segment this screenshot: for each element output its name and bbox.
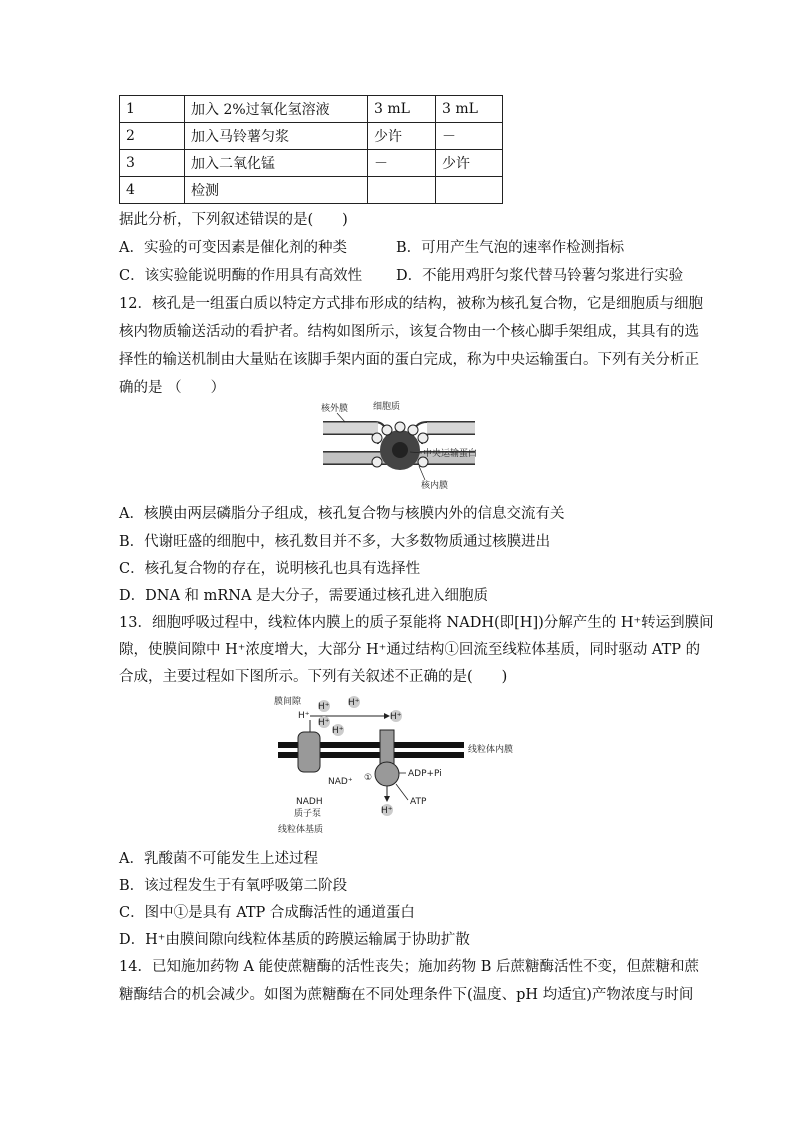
q13-line: 合成，主要过程如下图所示。下列有关叙述不正确的是( )	[119, 669, 508, 685]
label-h: H⁺	[381, 806, 393, 816]
table-cell: 4	[120, 177, 185, 204]
q12-option-b: B．代谢旺盛的细胞中，核孔数目并不多，大多数物质通过核膜进出	[119, 534, 551, 550]
table-row	[120, 150, 503, 177]
label-matrix: 线粒体基质	[278, 825, 324, 835]
table-cell: 加入马铃薯匀浆	[185, 123, 368, 150]
label-nadh: NADH	[296, 797, 323, 807]
nuclear-pore-figure	[315, 400, 485, 495]
label-h: H⁺	[332, 726, 344, 736]
label-intermembrane-space: 膜间隙	[274, 697, 302, 707]
q11-option-b: B．可用产生气泡的速率作检测指标	[396, 240, 625, 256]
table-cell: －	[436, 123, 503, 150]
q13-option-c: C．图中①是具有 ATP 合成酶活性的通道蛋白	[119, 905, 415, 921]
label-atp: ATP	[410, 797, 427, 807]
q12-line: 12．核孔是一组蛋白质以特定方式排布形成的结构，被称为核孔复合物，它是细胞质与细胞	[119, 296, 703, 312]
label-h: H⁺	[348, 698, 360, 708]
table-cell: －	[368, 150, 436, 177]
table-row	[120, 96, 503, 123]
label-central-protein: 中央运输蛋白	[423, 449, 478, 459]
label-h: H⁺	[318, 702, 330, 712]
q11-option-d: D．不能用鸡肝匀浆代替马铃薯匀浆进行实验	[396, 268, 684, 284]
table-cell: 1	[120, 96, 185, 123]
label-adp: ADP+Pi	[408, 769, 442, 779]
q12-option-a: A．核膜由两层磷脂分子组成，核孔复合物与核膜内外的信息交流有关	[119, 506, 565, 522]
table-row	[120, 177, 503, 204]
q13-option-b: B．该过程发生于有氧呼吸第二阶段	[119, 878, 348, 894]
label-outer-membrane: 核外膜	[321, 404, 349, 414]
q12-option-d: D．DNA 和 mRNA 是大分子，需要通过核孔进入细胞质	[119, 588, 489, 604]
table-row	[120, 123, 503, 150]
q12-line: 确的是 （ ）	[119, 380, 226, 396]
label-h: H⁺	[318, 718, 330, 728]
q14-line: 14．已知施加药物 A 能使蔗糖酶的活性丧失；施加药物 B 后蔗糖酶活性不变，但蔗糖和蔗	[119, 959, 700, 975]
label-h: H⁺	[298, 711, 310, 721]
table-cell: 加入二氧化锰	[185, 150, 368, 177]
table-cell: 检测	[185, 177, 368, 204]
q11-option-c: C．该实验能说明酶的作用具有高效性	[119, 268, 363, 284]
table-cell: 3	[120, 150, 185, 177]
table-cell: 3 mL	[436, 96, 503, 123]
q12-line: 择性的输送机制由大量贴在该脚手架内面的蛋白完成，称为中央运输蛋白。下列有关分析正	[119, 352, 699, 368]
q12-option-c: C．核孔复合物的存在，说明核孔也具有选择性	[119, 561, 421, 577]
q13-line: 13．细胞呼吸过程中，线粒体内膜上的质子泵能将 NADH(即[H])分解产生的 H⁺转运到膜间	[119, 615, 714, 631]
q11-stem: 据此分析，下列叙述错误的是( )	[119, 212, 348, 228]
q13-line: 隙，使膜间隙中 H⁺浓度增大，大部分 H⁺通过结构①回流至线粒体基质，同时驱动 ATP 的	[119, 642, 701, 658]
label-inner-membrane: 核内膜	[421, 481, 449, 491]
mitochondria-figure	[272, 692, 522, 842]
label-structure-1: ①	[364, 773, 373, 783]
experiment-table	[119, 95, 503, 204]
label-nad: NAD⁺	[328, 777, 353, 787]
table-cell: 加入 2%过氧化氢溶液	[185, 96, 368, 123]
table-cell: 少许	[368, 123, 436, 150]
q12-line: 核内物质输送活动的看护者。结构如图所示，该复合物由一个核心脚手架组成，其具有的选	[119, 324, 699, 340]
label-proton-pump: 质子泵	[294, 809, 322, 819]
label-inner-membrane: 线粒体内膜	[468, 745, 514, 755]
q13-option-d: D．H⁺由膜间隙向线粒体基质的跨膜运输属于协助扩散	[119, 932, 470, 948]
q13-option-a: A．乳酸菌不可能发生上述过程	[119, 851, 318, 867]
label-h: H⁺	[390, 712, 402, 722]
table-cell: 3 mL	[368, 96, 436, 123]
table-cell: 少许	[436, 150, 503, 177]
table-cell	[368, 177, 436, 204]
q14-line: 糖酶结合的机会减少。如图为蔗糖酶在不同处理条件下(温度、pH 均适宜)产物浓度与时间	[119, 987, 694, 1003]
table-cell: 2	[120, 123, 185, 150]
q11-option-a: A．实验的可变因素是催化剂的种类	[119, 240, 347, 256]
table-cell	[436, 177, 503, 204]
label-cytoplasm: 细胞质	[373, 402, 401, 412]
